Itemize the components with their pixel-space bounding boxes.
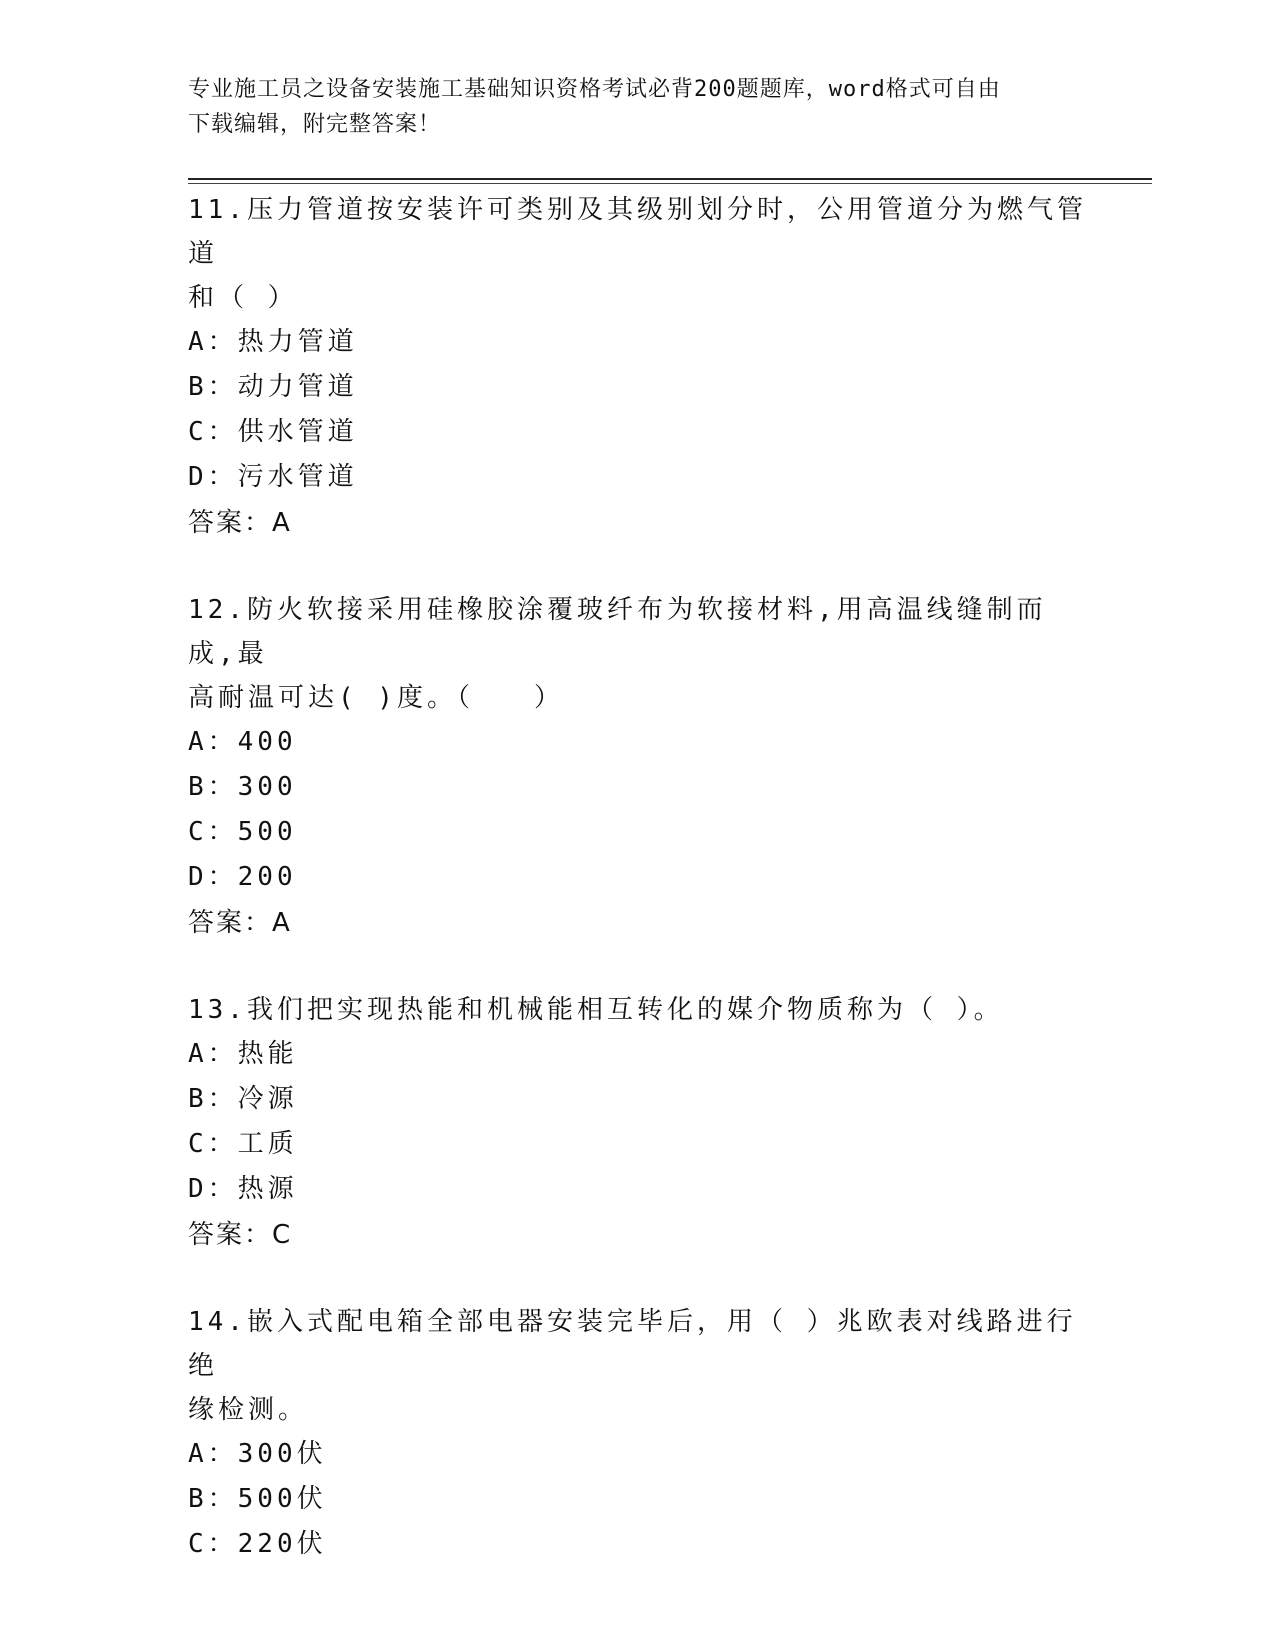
- option-d: D：200: [188, 862, 297, 892]
- answer: 答案：A: [188, 508, 292, 538]
- header-rule-thin: [188, 183, 1152, 184]
- question-stem-line-1: 13.我们把实现热能和机械能相互转化的媒介物质称为（ ）。: [188, 995, 1004, 1025]
- option-a: A：400: [188, 727, 297, 757]
- question-stem: [188, 988, 1088, 1032]
- option-c: C：220伏: [188, 1529, 327, 1559]
- answer: 答案：A: [188, 908, 292, 938]
- option-b: B：500伏: [188, 1484, 327, 1514]
- header-line-1: 专业施工员之设备安装施工基础知识资格考试必背200题题库，word格式可自由: [188, 77, 1001, 102]
- question-stem: [188, 588, 1088, 720]
- header-rule-thick: [188, 178, 1152, 180]
- answer: 答案：C: [188, 1220, 293, 1250]
- option-c: C：500: [188, 817, 297, 847]
- option-b: B：300: [188, 772, 297, 802]
- question-stem-line-2: 缘检测。: [188, 1395, 309, 1425]
- document-header: [188, 72, 1088, 142]
- option-d: D：污水管道: [188, 462, 358, 492]
- option-a: A：热力管道: [188, 327, 358, 357]
- question-13: [188, 988, 1088, 1258]
- option-a: A：热能: [188, 1039, 298, 1069]
- option-b: B：动力管道: [188, 372, 358, 402]
- header-line-2: 下载编辑，附完整答案！: [188, 112, 442, 137]
- question-stem-line-1: 12.防火软接采用硅橡胶涂覆玻纤布为软接材料,用高温线缝制而成,最: [188, 595, 1047, 669]
- question-stem-line-2: 高耐温可达( )度。（ ）: [188, 683, 564, 713]
- option-b: B：冷源: [188, 1084, 298, 1114]
- question-stem-line-1: 14.嵌入式配电箱全部电器安装完毕后，用（ ）兆欧表对线路进行绝: [188, 1307, 1077, 1381]
- option-c: C：工质: [188, 1129, 298, 1159]
- question-12: [188, 588, 1088, 946]
- question-11: [188, 188, 1088, 546]
- question-14: [188, 1300, 1088, 1567]
- question-stem: [188, 1300, 1088, 1432]
- question-list: [188, 188, 1088, 1609]
- question-stem-line-1: 11.压力管道按安装许可类别及其级别划分时，公用管道分为燃气管道: [188, 195, 1087, 269]
- option-a: A：300伏: [188, 1439, 327, 1469]
- option-d: D：热源: [188, 1174, 298, 1204]
- question-stem: [188, 188, 1088, 320]
- question-stem-line-2: 和（ ）: [188, 283, 298, 313]
- option-c: C：供水管道: [188, 417, 358, 447]
